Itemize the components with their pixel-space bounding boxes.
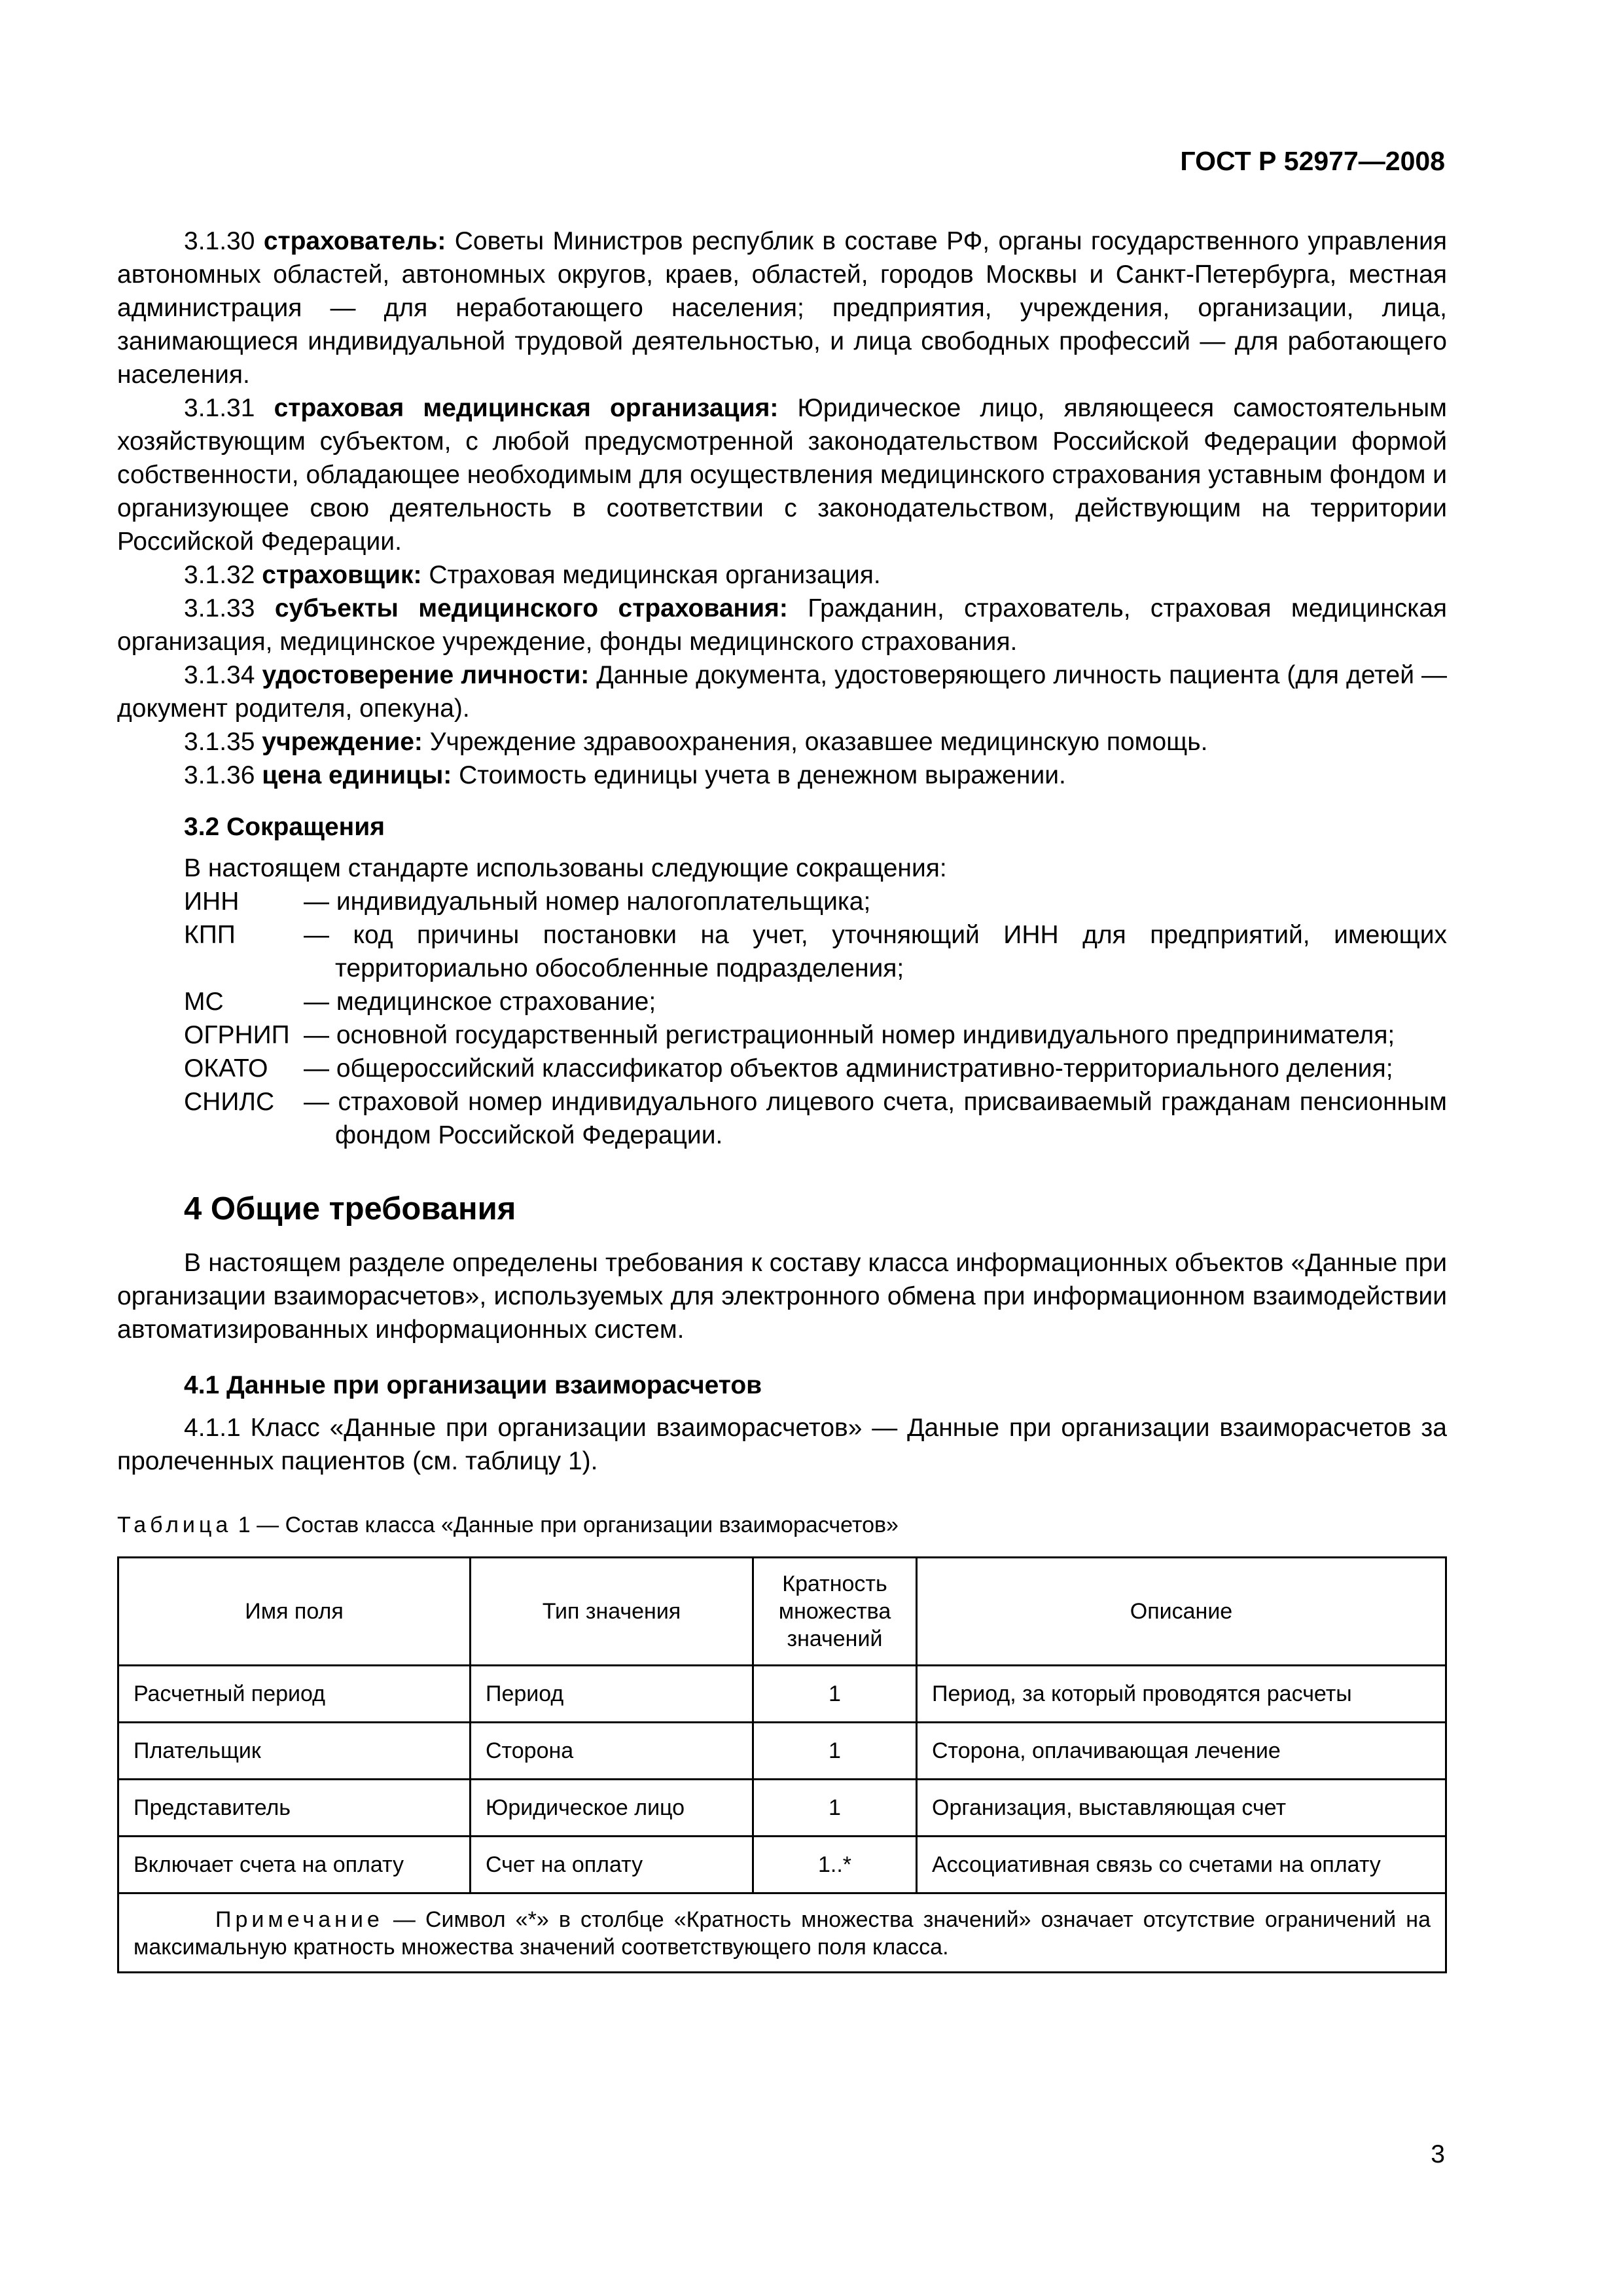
column-header: Тип значения: [471, 1558, 753, 1666]
abbreviation-definition: — медицинское страхование;: [304, 988, 656, 1016]
table-caption: [117, 1511, 1447, 1539]
table-note-label: Примечание: [215, 1907, 383, 1932]
abbreviations-heading: 3.2 Сокращения: [184, 813, 385, 841]
abbreviation-term: ИНН: [184, 888, 240, 916]
abbreviation-definition: — код причины постановки на учет, уточняющий ИНН для предприятий, имеющих территориально обособленные подразделения;: [304, 921, 1447, 982]
subsection-4-1-heading: 4.1 Данные при организации взаиморасчетов: [184, 1371, 762, 1399]
abbreviation-term: СНИЛС: [184, 1088, 275, 1116]
abbreviation-definition: — страховой номер индивидуального лицевого счета, присваиваемый гражданам пенсионным фондом Российской Федерации.: [304, 1088, 1447, 1149]
page-number: 3: [1431, 2140, 1445, 2168]
abbreviation-row: [117, 1085, 1447, 1152]
table-header-row: [118, 1558, 1446, 1666]
abbreviation-definition: — общероссийский классификатор объектов административно-территориального деления;: [304, 1054, 1393, 1083]
table-cell: Юридическое лицо: [471, 1780, 753, 1837]
table-row: [118, 1666, 1446, 1723]
table-cell: 1..*: [753, 1837, 917, 1893]
table-note: [118, 1893, 1446, 1973]
column-header: Описание: [917, 1558, 1446, 1666]
table-row: [118, 1780, 1446, 1837]
table-cell: Расчетный период: [118, 1666, 471, 1723]
table-cell: Сторона, оплачивающая лечение: [917, 1723, 1446, 1780]
document-code: ГОСТ Р 52977—2008: [1180, 146, 1445, 176]
abbreviation-definition: — основной государственный регистрационный номер индивидуального предпринимателя;: [304, 1021, 1395, 1049]
abbreviation-row: [117, 885, 1447, 918]
table-cell: 1: [753, 1780, 917, 1837]
abbreviation-row: [117, 1052, 1447, 1085]
definitions-list: [117, 224, 1447, 792]
table-cell: Организация, выставляющая счет: [917, 1780, 1446, 1837]
column-header: Имя поля: [118, 1558, 471, 1666]
abbreviation-row: [117, 918, 1447, 985]
definition-item: 3.1.32 страховщик: Страховая медицинская организация.: [184, 561, 881, 589]
abbreviation-definition: — индивидуальный номер налогоплательщика;: [304, 888, 871, 916]
data-table: [117, 1556, 1447, 1973]
column-header: Кратность множества значений: [753, 1558, 917, 1666]
clause-4-1-1: 4.1.1 Класс «Данные при организации взаиморасчетов» — Данные при организации взаиморасчетов за пролеченных пациентов (см. таблицу 1).: [117, 1414, 1447, 1475]
abbreviation-term: КПП: [184, 921, 236, 949]
table-cell: Период: [471, 1666, 753, 1723]
abbreviations-list: [117, 885, 1447, 1152]
abbreviation-row: [117, 985, 1447, 1018]
definition-item: 3.1.30 страхователь: Советы Министров республик в составе РФ, органы государственного управления автономных областей, автономных округов, краев, областей, городов Москвы и Санкт-Петербурга, местная администрация — для неработающего населения; предприятия, учреждения, организации, лица, занимающиеся индивидуальной трудовой деятельностью, и лица свободных профессий — для работающего населения.: [117, 227, 1447, 389]
table-row: [118, 1837, 1446, 1893]
abbreviation-term: ОКАТО: [184, 1054, 268, 1083]
table-note-text: — Символ «*» в столбце «Кратность множества значений» означает отсутствие ограничений на максимальную кратность множества значений соответствующего поля класса.: [134, 1907, 1431, 1960]
abbreviation-term: ОГРНИП: [184, 1021, 290, 1049]
table-cell: Представитель: [118, 1780, 471, 1837]
table-cell: Плательщик: [118, 1723, 471, 1780]
definition-item: 3.1.31 страховая медицинская организация: Юридическое лицо, являющееся самостоятельным хозяйствующим субъектом, с любой предусмотренной законодательством Российской Федерации формой собственности, обладающее необходимым для осуществления медицинского страхования уставным фондом и организующее свою деятельность в соответствии с законодательством, действующим на территории Российской Федерации.: [117, 394, 1447, 556]
page-content: [117, 224, 1447, 1973]
table-cell: Счет на оплату: [471, 1837, 753, 1893]
abbreviation-term: МС: [184, 988, 224, 1016]
table-cell: Включает счета на оплату: [118, 1837, 471, 1893]
table-caption-label: Таблица: [117, 1513, 232, 1537]
abbreviation-row: [117, 1018, 1447, 1052]
table-row: [118, 1723, 1446, 1780]
table-cell: Период, за который проводятся расчеты: [917, 1666, 1446, 1723]
table-cell: Ассоциативная связь со счетами на оплату: [917, 1837, 1446, 1893]
section-4-intro: В настоящем разделе определены требования к составу класса информационных объектов «Данные при организации взаиморасчетов», используемых для электронного обмена при информационном взаимодействии автоматизированных информационных систем.: [117, 1249, 1447, 1344]
table-note-row: [118, 1893, 1446, 1973]
abbreviations-intro: В настоящем стандарте использованы следующие сокращения:: [184, 854, 947, 882]
definition-item: 3.1.35 учреждение: Учреждение здравоохранения, оказавшее медицинскую помощь.: [184, 728, 1208, 756]
table-cell: 1: [753, 1666, 917, 1723]
definition-item: 3.1.34 удостоверение личности: Данные документа, удостоверяющего личность пациента (для детей — документ родителя, опекуна).: [117, 661, 1447, 723]
section-4-heading: 4 Общие требования: [184, 1191, 516, 1227]
definition-item: 3.1.36 цена единицы: Стоимость единицы учета в денежном выражении.: [184, 761, 1066, 789]
table-cell: 1: [753, 1723, 917, 1780]
table-caption-text: 1 — Состав класса «Данные при организации взаиморасчетов»: [238, 1513, 899, 1537]
definition-item: 3.1.33 субъекты медицинского страхования: Гражданин, страхователь, страховая медицинская организация, медицинское учреждение, фонды медицинского страхования.: [117, 594, 1448, 656]
table-cell: Сторона: [471, 1723, 753, 1780]
